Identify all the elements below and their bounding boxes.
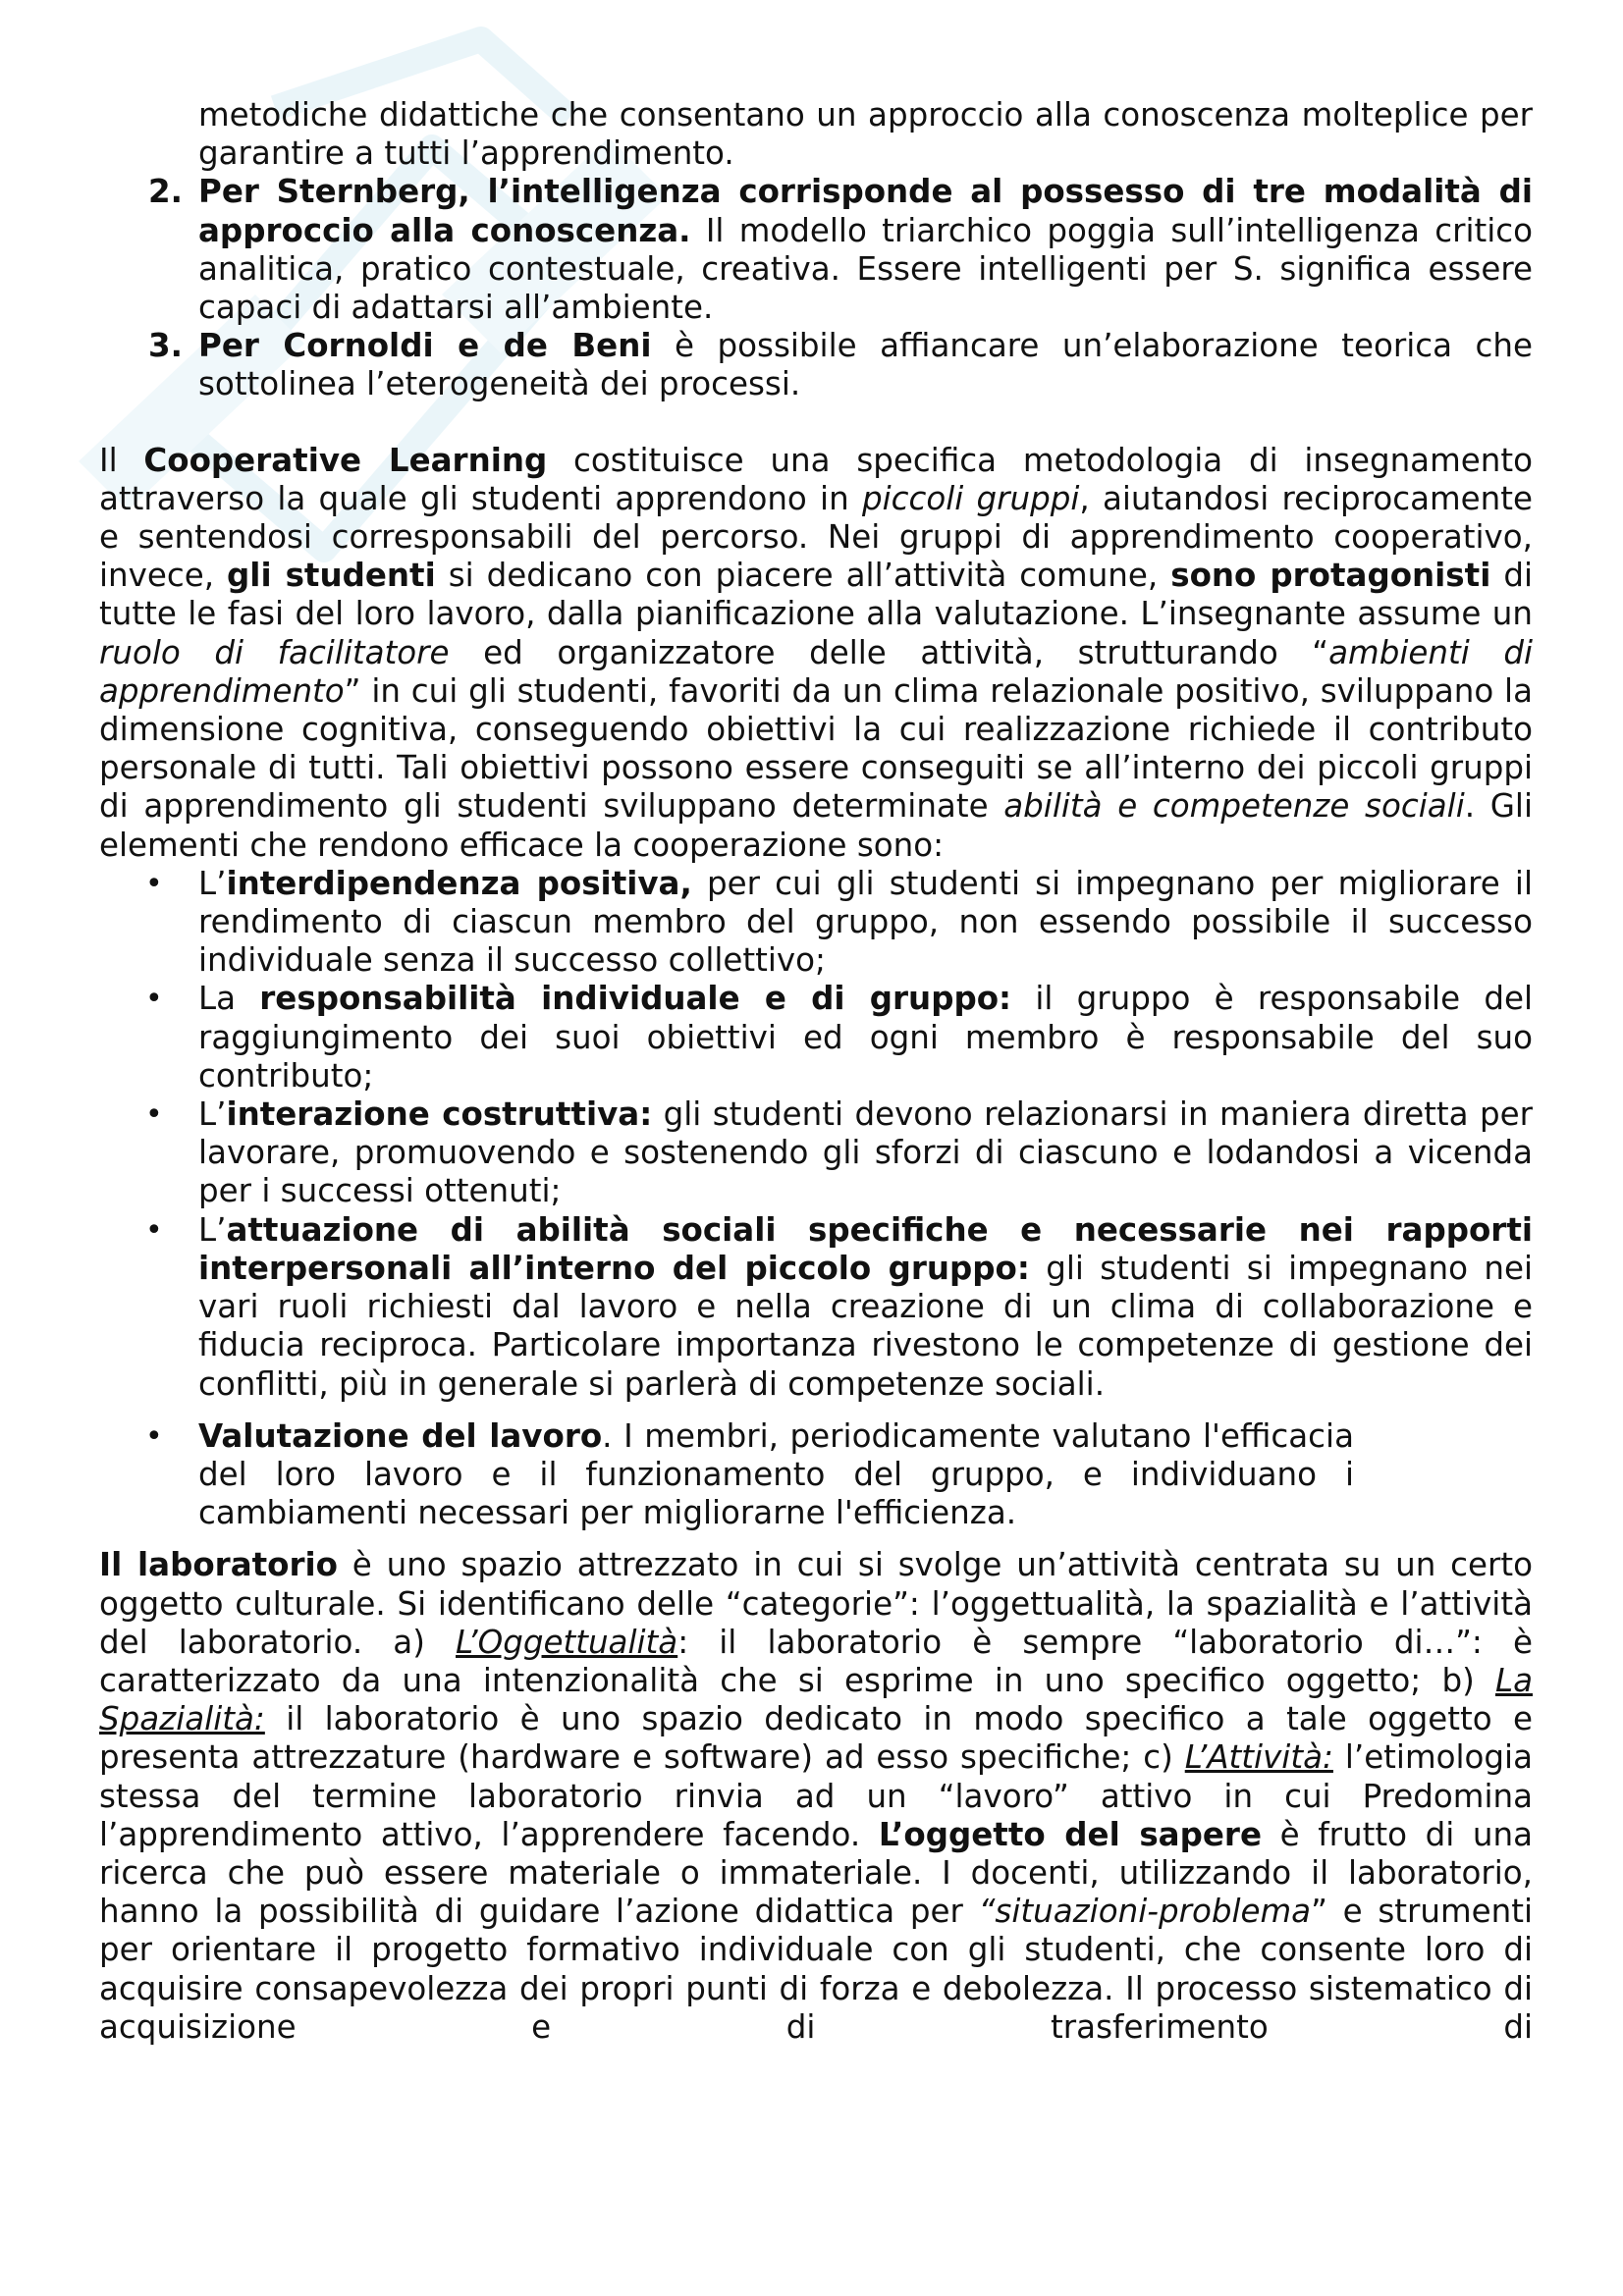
italic-term: “situazioni-problema	[978, 1893, 1312, 1931]
laboratorio-term: Il laboratorio	[99, 1546, 338, 1584]
text-run: ed organizzatore delle attività, strutturando “	[449, 633, 1329, 671]
numbered-item-2	[99, 173, 1533, 327]
text-run: . Gli elementi che rendono efficace la cooperazione sono:	[99, 787, 1533, 864]
bullet-heading: responsabilità individuale e di gruppo:	[259, 980, 1012, 1018]
bullet-icon: •	[145, 1212, 163, 1248]
bullet-list	[99, 865, 1533, 1532]
sternberg-text: Il modello triarchico poggia sull’intelligenza critico analitica, pratico contestuale, creativa. Essere intelligenti per S. significa essere capaci di adattarsi all’ambiente.	[198, 211, 1533, 327]
list-item	[99, 1095, 1533, 1211]
text-run: si dedicano con piacere all’attività comune,	[435, 557, 1171, 595]
text-run: ” in cui gli studenti, favoriti da un clima relazionale positivo, sviluppano la dimensione cognitiva, conseguendo obiettivi la cui realizzazione richiede il contributo personale di tutti. Tali obiettivi possono essere conseguiti se all’interno dei piccoli gruppi di apprendimento gli studenti sviluppano determinate	[99, 671, 1533, 826]
oggetto-del-sapere-term: L’oggetto del sapere	[878, 1815, 1262, 1853]
bullet-icon: •	[145, 866, 163, 901]
bullet-heading: Valutazione del lavoro	[198, 1416, 603, 1455]
bullet-text: per cui gli studenti si impegnano per migliorare il rendimento di ciascun membro del gruppo, non essendo possibile il successo individuale senza il successo collettivo;	[198, 864, 1533, 980]
bullet-icon: •	[145, 1418, 163, 1454]
bullet-icon: •	[145, 1097, 163, 1133]
bullet-heading: attuazione di abilità sociali specifiche e necessarie nei rapporti interpersonali all’interno del piccolo gruppo:	[198, 1210, 1533, 1287]
bullet-text: gli studenti devono relazionarsi in maniera diretta per lavorare, promuovendo e sostenendo gli sforzi di ciascuno e lodandosi a vicenda per i successi ottenuti;	[198, 1095, 1534, 1210]
text-run: di tutte le fasi del loro lavoro, dalla pianificazione alla valutazione. L’insegnante assume un	[99, 557, 1533, 633]
italic-term: ruolo di facilitatore	[99, 633, 450, 671]
text-run: il laboratorio è uno spazio dedicato in modo specifico a tale oggetto e presenta attrezzature (hardware e software) ad esso specifiche; c)	[99, 1700, 1533, 1777]
continuation-paragraph	[99, 96, 1533, 173]
numbered-list	[99, 173, 1533, 403]
text-run: è frutto di una ricerca che può essere materiale o immateriale. I docenti, utilizzando il laboratorio, hanno la possibilità di guidare l’azione didattica per	[99, 1815, 1534, 1931]
bullet-icon: •	[145, 982, 163, 1017]
italic-term: abilità e competenze sociali	[1003, 787, 1465, 826]
sternberg-heading: Per Sternberg, l’intelligenza corrisponde al possesso di tre modalità di approccio alla conoscenza.	[198, 173, 1533, 249]
spazialita-term: La Spazialità:	[99, 1661, 1533, 1738]
bold-term: sono protagonisti	[1170, 557, 1491, 595]
continuation-text: metodiche didattiche che consentano un approccio alla conoscenza molteplice per garantire a tutti l’apprendimento.	[198, 96, 1533, 173]
text-run: , aiutandosi reciprocamente e sentendosi corresponsabili del percorso. Nei gruppi di apprendimento cooperativo, invece,	[99, 479, 1533, 595]
text-run: L’	[198, 1095, 227, 1134]
italic-term: ambienti di apprendimento	[99, 633, 1533, 710]
text-run: costituisce una specifica metodologia di insegnamento attraverso la quale gli studenti apprendono in	[99, 441, 1533, 517]
text-run: Il	[99, 441, 144, 479]
numbered-item-3	[99, 327, 1533, 403]
cooperative-learning-term: Cooperative Learning	[143, 441, 548, 479]
list-number: 3.	[148, 327, 183, 365]
document-page	[99, 96, 1533, 2047]
list-item	[99, 865, 1533, 981]
text-run: ” e strumenti per orientare il progetto formativo individuale con gli studenti, che consente loro di acquisire consapevolezza dei propri punti di forza e debolezza. Il processo sistematico di acquisizione e di trasferimento di	[99, 1893, 1534, 2046]
bullet-text: il gruppo è responsabile del raggiungimento dei suoi obiettivi ed ogni membro è responsabile del suo contributo;	[198, 980, 1533, 1095]
list-item	[99, 1211, 1533, 1404]
list-item	[99, 980, 1533, 1095]
bullet-heading: interdipendenza positiva,	[226, 864, 692, 902]
text-run: è uno spazio attrezzato in cui si svolge un’attività centrata su un certo oggetto culturale. Si identificano delle “categorie”: l’oggettualità, la spazialità e l’attività del laboratorio. a)	[99, 1546, 1533, 1661]
cooperative-learning-paragraph	[99, 442, 1533, 865]
laboratorio-paragraph	[99, 1546, 1533, 2047]
text-run: L’	[198, 1210, 227, 1249]
attivita-term: L’Attività:	[1184, 1738, 1333, 1777]
bullet-heading: interazione costruttiva:	[226, 1095, 653, 1134]
cornoldi-heading: Per Cornoldi e de Beni	[198, 327, 652, 365]
text-run: l’etimologia stessa del termine laboratorio rinvia ad un “lavoro” attivo in cui Predomina l’apprendimento attivo, l’apprendere facendo.	[99, 1738, 1533, 1853]
oggettualita-term: L’Oggettualità	[456, 1623, 678, 1661]
bold-term: gli studenti	[227, 557, 436, 595]
text-run: L’	[198, 864, 227, 902]
list-item	[99, 1417, 1354, 1533]
bullet-text: . I membri, periodicamente valutano l'efficacia del loro lavoro e il funzionamento del gruppo, e individuano i cambiamenti necessari per migliorarne l'efficienza.	[198, 1416, 1354, 1532]
text-run: La	[198, 980, 260, 1018]
text-run: : il laboratorio è sempre “laboratorio di…”: è caratterizzato da una intenzionalità che si esprime in uno specifico oggetto; b)	[99, 1623, 1533, 1699]
bullet-text: gli studenti si impegnano nei vari ruoli richiesti dal lavoro e nella creazione di un clima di collaborazione e fiducia reciproca. Particolare importanza rivestono le competenze di gestione dei conflitti, più in generale si parlerà di competenze sociali.	[198, 1249, 1533, 1403]
italic-term: piccoli gruppi	[861, 479, 1080, 517]
list-number: 2.	[148, 173, 183, 211]
cornoldi-text: è possibile affiancare un’elaborazione teorica che sottolinea l’eterogeneità dei processi.	[198, 327, 1534, 403]
